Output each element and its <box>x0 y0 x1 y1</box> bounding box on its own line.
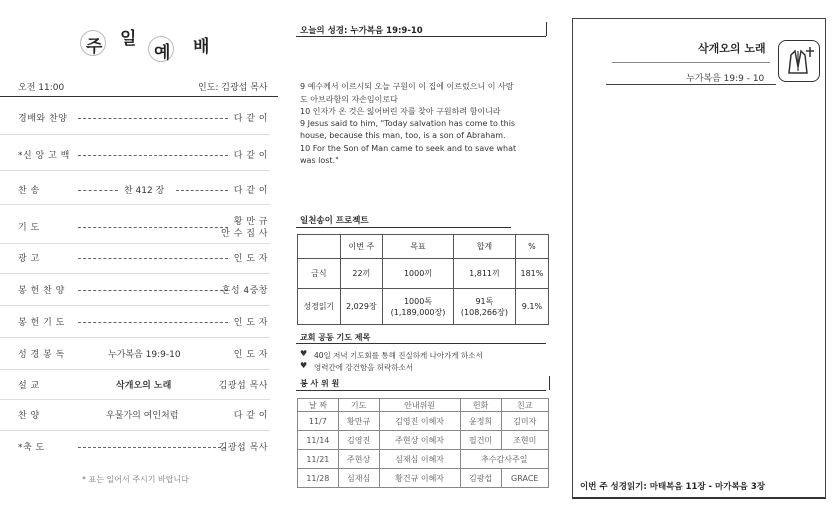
order-row: 설 교 삭개오의 노래 김광섭 목사 <box>18 381 268 391</box>
order-row: *축 도 김광섭 목사 <box>18 443 268 453</box>
hymn-title: 삭개오의 노래 <box>698 42 766 55</box>
order-row: 찬 송 찬 412 장 다 같 이 <box>18 186 268 196</box>
worship-order-panel <box>0 0 280 507</box>
footnote: * 표는 일어서 주시기 바랍니다 <box>82 475 189 484</box>
verse-line: 10 인자가 온 것은 잃어버린 자를 찾아 구원하려 함이니라 <box>300 107 501 116</box>
table-row: 11/21 주현상 심재심 이혜자 추수감사주일 <box>298 450 549 469</box>
title-char: 배 <box>193 37 210 57</box>
order-row: 봉 헌 기 도 인 도 자 <box>18 318 268 328</box>
table-row: 금식 22끼 1000끼 1,811끼 181% <box>298 259 549 289</box>
order-row: *신 앙 고 백 다 같 이 <box>18 151 268 161</box>
service-time: 오전 11:00 <box>18 83 65 93</box>
prayer-item: 영력간에 강건함을 허락하소서 <box>314 363 413 372</box>
service-title: 봉 사 위 원 <box>300 379 340 388</box>
project-table: 이번 주 목표 합계 % 금식 22끼 1000끼 1,811끼 181% 성경읽기 2,029장 1000독 (1,189,000장) 91독 (108,266장) 9.1% <box>297 234 549 325</box>
order-row: 봉 헌 찬 양 혼성 4중창 <box>18 286 268 296</box>
order-row: 경배와 찬양 다 같 이 <box>18 114 268 124</box>
verse-line: 9 Jesus said to him, "Today salvation has come to this <box>300 119 516 128</box>
praying-hands-icon <box>778 40 820 82</box>
verse-line: was lost." <box>300 156 339 165</box>
weekly-reading: 이번 주 성경읽기: 마태복음 11장 - 마가복음 3장 <box>580 482 765 492</box>
table-row: 11/28 심재심 황건규 이혜자 김광섭 GRACE <box>298 469 549 488</box>
title-char: 예 <box>154 43 171 63</box>
table-row: 11/14 김영진 주현상 이혜자 필건미 조현미 <box>298 431 549 450</box>
service-leader: 인도: 김광섭 목사 <box>198 83 268 93</box>
order-row: 광 고 인 도 자 <box>18 254 268 264</box>
service-table: 날 짜 기도 안내위원 헌화 친교 11/7 황만규 김영진 이혜자 윤정희 김미자 11/14 김영진 주현상 이혜자 필건미 조현미 11/21 주현상 심재심 이혜자 추수감사주일 11/28 심재심 황건규 이혜자 김광섭 GRACE <box>297 398 549 488</box>
title-char: 일 <box>120 29 137 49</box>
verse-line: house, because this man, too, is a son of Abraham. <box>300 131 506 140</box>
order-row: 기 도 황 만 규 안 수 집 사 <box>18 217 268 239</box>
heart-icon: ♥ <box>300 349 308 358</box>
hymn-frame <box>572 18 826 499</box>
verse-line: 10 For the Son of Man came to seek and to save what <box>300 144 517 153</box>
project-title: 일천송이 프로젝트 <box>300 216 369 226</box>
table-row: 11/7 황만규 김영진 이혜자 윤정희 김미자 <box>298 412 549 431</box>
verse-line: 도 아브라함의 자손임이로다 <box>300 95 398 104</box>
header-divider <box>0 96 278 97</box>
verse-line: 9 예수께서 이르시되 오늘 구원이 이 집에 이르렀으니 이 사람 <box>300 82 514 91</box>
order-row: 찬 양 우물가의 여인처럼 다 같 이 <box>18 411 268 421</box>
hymn-panel <box>572 0 835 507</box>
table-row: 성경읽기 2,029장 1000독 (1,189,000장) 91독 (108,266장) 9.1% <box>298 289 549 325</box>
order-row: 성 경 봉 독 누가복음 19:9-10 인 도 자 <box>18 350 268 360</box>
bulletin-info-panel <box>292 0 554 507</box>
title-char: 주 <box>86 37 103 57</box>
prayer-item: 40일 저녁 기도회를 통해 진실하게 나아가게 하소서 <box>314 351 483 360</box>
hymn-reference: 누가복음 19:9 - 10 <box>686 74 765 84</box>
heart-icon: ♥ <box>300 361 308 370</box>
scripture-title: 오늘의 성경: 누가복음 19:9-10 <box>300 26 423 36</box>
prayer-title: 교회 공동 기도 제목 <box>300 333 371 342</box>
